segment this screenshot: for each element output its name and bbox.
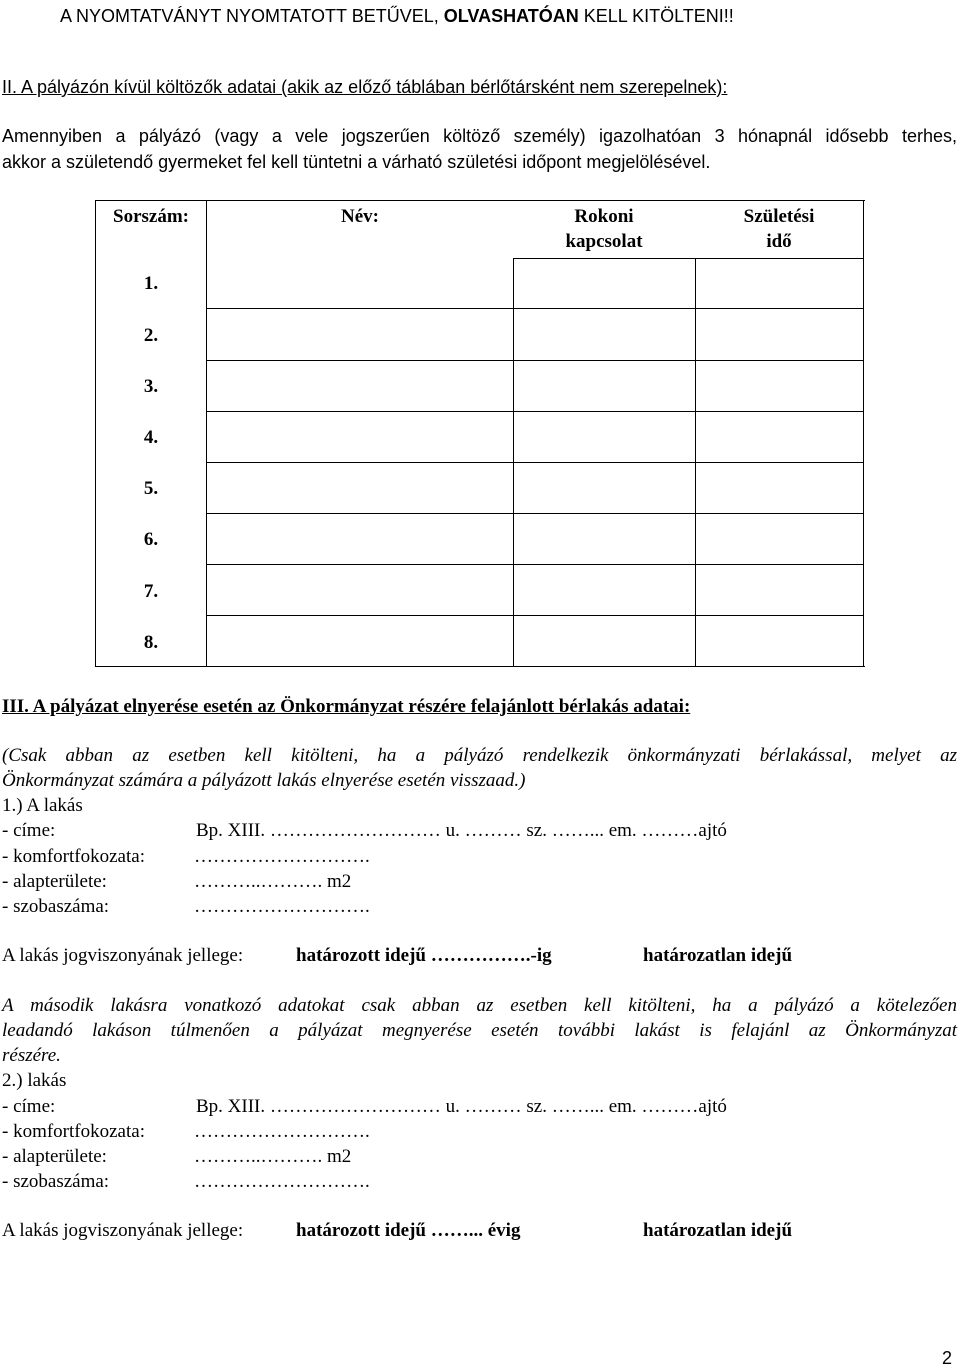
section-2-paragraph-line-2: akkor a születendő gyermeket fel kell tüntetni a várható születési időpont megjelölésével. (2, 152, 711, 172)
flat-2-heading: 2.) lakás (2, 1070, 67, 1091)
flat-2-rooms-label: - szobaszáma: (2, 1171, 110, 1192)
page-number: 2 (942, 1348, 953, 1368)
row-number-4: 4. (143, 427, 159, 448)
header-szuletesi-line-2: idő (766, 231, 792, 252)
section-2-paragraph-line-1: Amennyiben a pályázó (vagy a vele jogszerűen költöző személy) igazolhatóan 3 hónapnál idősebb terhes, (2, 126, 957, 146)
row-number-5: 5. (143, 478, 159, 499)
table-row-sep (206, 308, 863, 309)
header-rokoni-line-2: kapcsolat (565, 231, 643, 252)
flat-1-comfort-field[interactable]: ………………………. (194, 846, 370, 867)
flat-2-comfort-field[interactable]: ………………………. (194, 1121, 370, 1142)
table-border-top (95, 200, 865, 201)
row-number-8: 8. (143, 632, 159, 653)
flat-2-comfort-label: - komfortfokozata: (2, 1121, 145, 1142)
table-row-sep (206, 360, 863, 361)
flat-1-indefinite-option[interactable]: határozatlan idejű (643, 945, 793, 966)
flat-1-address-label: - címe: (2, 820, 56, 841)
table-border-bottom (95, 666, 865, 667)
header-rokoni (513, 204, 695, 254)
header-nev: Név: (341, 206, 379, 227)
flat-1-rooms-label: - szobaszáma: (2, 896, 110, 917)
notice-text-1: A NYOMTATVÁNYT NYOMTATOTT BETŰVEL, (60, 6, 444, 26)
header-rokoni-line-1: Rokoni (574, 206, 634, 227)
notice-text-2: KELL KITÖLTENI!! (578, 6, 734, 26)
table-border-right (863, 200, 864, 667)
flat-2-area-field[interactable]: ………..………. m2 (194, 1146, 352, 1167)
header-szuletesi-line-1: Születési (743, 206, 815, 227)
flat-1-rooms-field[interactable]: ………………………. (194, 896, 370, 917)
row-number-2: 2. (143, 325, 159, 346)
second-flat-note-line-1: A második lakásra vonatkozó adatokat csak abban az esetben kell kitölteni, ha a pályázó a kötelezően (2, 995, 957, 1016)
notice-emphasis: OLVASHATÓAN (443, 6, 579, 26)
flat-1-address-field[interactable]: Bp. XIII. ……………………… u. ……… sz. ……... em. ………ajtó (196, 820, 727, 841)
table-row-sep (206, 513, 863, 514)
row-number-7: 7. (143, 581, 159, 602)
flat-1-tenure-label: A lakás jogviszonyának jellege: (2, 945, 244, 966)
row-number-6: 6. (143, 529, 159, 550)
flat-2-area-label: - alapterülete: (2, 1146, 107, 1167)
row-number-1: 1. (143, 273, 159, 294)
section-3-note-line-1: (Csak abban az esetben kell kitölteni, ha a pályázó rendelkezik önkormányzati bérlakással, melyet az (2, 745, 957, 766)
table-row-sep (206, 462, 863, 463)
flat-2-address-label: - címe: (2, 1096, 56, 1117)
flat-1-heading: 1.) A lakás (2, 795, 83, 816)
header-szuletesi (695, 204, 863, 254)
flat-1-area-label: - alapterülete: (2, 871, 107, 892)
table-row-sep (206, 615, 863, 616)
household-table (95, 200, 865, 667)
flat-2-rooms-field[interactable]: ………………………. (194, 1171, 370, 1192)
flat-1-area-field[interactable]: ………..………. m2 (194, 871, 352, 892)
flat-1-comfort-label: - komfortfokozata: (2, 846, 145, 867)
table-row-sep (206, 411, 863, 412)
table-row-sep (206, 564, 863, 565)
table-row-sep (513, 258, 863, 259)
second-flat-note-line-2: leadandó lakáson túlmenően a pályázat megnyerése esetén további lakást is felajánl az Önkormányzat (2, 1020, 957, 1041)
row-number-3: 3. (143, 376, 159, 397)
second-flat-note-line-3: részére. (2, 1045, 61, 1066)
section-2-title: II. A pályázón kívül költözők adatai (akik az előző táblában bérlőtársként nem szerepelnek): (2, 77, 728, 97)
section-3-title: III. A pályázat elnyerése esetén az Önkormányzat részére felajánlott bérlakás adatai: (2, 696, 691, 717)
flat-2-fixed-term-option[interactable]: határozott idejű ……... évig (296, 1220, 521, 1241)
flat-2-address-field[interactable]: Bp. XIII. ……………………… u. ……… sz. ……... em. ………ajtó (196, 1096, 727, 1117)
form-notice (60, 6, 734, 27)
flat-2-indefinite-option[interactable]: határozatlan idejű (643, 1220, 793, 1241)
header-sorszam: Sorszám: (113, 206, 189, 227)
section-3-note-line-2: Önkormányzat számára a pályázott lakás elnyerése esetén visszaad.) (2, 770, 526, 791)
flat-1-fixed-term-option[interactable]: határozott idejű …………….-ig (296, 945, 552, 966)
flat-2-tenure-label: A lakás jogviszonyának jellege: (2, 1220, 244, 1241)
